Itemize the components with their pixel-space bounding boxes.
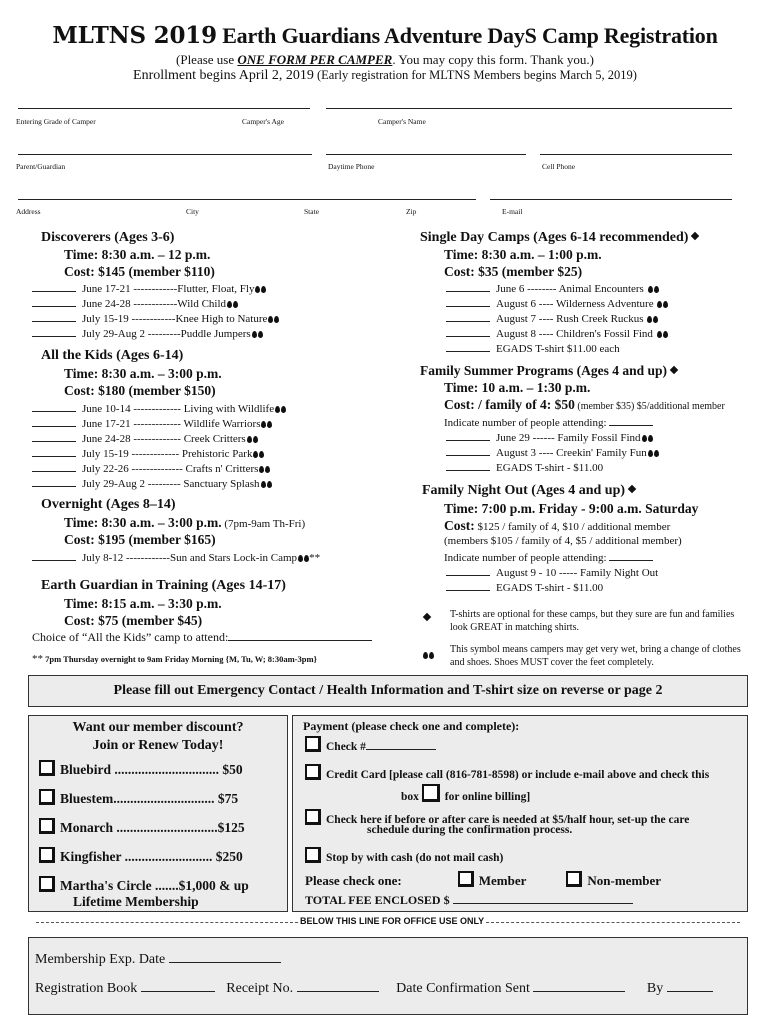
wet-icon [260,478,272,490]
signup-blank[interactable] [446,281,490,292]
signup-blank[interactable] [32,461,76,472]
by-label: By [646,981,664,996]
confirm-field[interactable] [533,979,625,992]
footnote-mark: ** [32,653,43,665]
membership-levels [39,760,249,910]
wet-note: This symbol means campers may get very wet, bring a change of clothes and shoes. Shoes MUST cover the feet completely. [450,644,741,668]
egit-title: Earth Guardian in Training (Ages 14-17) [41,578,286,593]
allkids-time: Time: 8:30 a.m. – 3:00 p.m. [64,366,222,381]
membership-level-label: Bluebird ............................... $50 [60,762,243,777]
session-date: June 24-28 [82,298,131,310]
list-item [32,401,286,416]
exp-field[interactable] [169,950,281,963]
checkbox[interactable] [305,809,321,825]
family-summer-title [420,363,677,379]
membership-title-1: Want our member discount? [72,720,244,735]
wet-icon [226,298,238,310]
membership-level-label: Bluestem.............................. $75 [60,791,239,806]
parent-line[interactable] [18,154,312,155]
day-phone-label: Daytime Phone [328,162,375,171]
list-item [446,341,668,356]
payment-cash [305,847,503,864]
page-title [0,22,770,49]
book-field[interactable] [141,979,215,992]
credit-label: Credit Card [please call (816-781-8598) or include e-mail above and check this [326,769,710,781]
session-date: July 15-19 [82,313,129,325]
enrollment-note [0,68,770,84]
wet-icon [251,328,263,340]
single-title [420,230,698,246]
wet-icon [246,433,258,445]
session-text: August 9 - 10 ----- Family Night Out [496,567,659,579]
session-name: ------------Knee High to Nature [131,313,268,325]
session-date: July 29-Aug 2 [82,478,145,490]
family-night-cost-note: $125 / family of 4, $10 / additional member [474,521,671,533]
egit-choice-field[interactable] [228,630,372,641]
wet-icon [260,418,272,430]
list-item [32,461,286,476]
single-title-text: Single Day Camps (Ages 6-14 recommended) [420,230,689,245]
diamond-icon [691,232,699,240]
nonmember-checkbox[interactable] [566,871,582,887]
list-item [446,326,668,341]
address-line[interactable] [18,199,476,200]
single-time: Time: 8:30 a.m. – 1:00 p.m. [444,247,602,262]
signup-blank[interactable] [32,550,76,561]
session-name: ------------- Wildlife Warriors [133,418,261,430]
overnight-time-main: Time: 8:30 a.m. – 3:00 p.m. [64,515,222,530]
zip-label: Zip [406,207,417,216]
wet-icon [656,298,668,310]
checkbox[interactable] [39,760,55,776]
checkbox[interactable] [39,876,55,892]
care-label-2: schedule during the confirmation process. [367,824,573,836]
name-label: Camper's Name [378,117,426,126]
family-night-cost [444,518,670,534]
note-emphasis: ONE FORM PER CAMPER [237,52,393,67]
wet-icon [641,432,653,444]
title-rest: Earth Guardians Adventure DayS Camp Registration [216,23,718,48]
office-label: BELOW THIS LINE FOR OFFICE USE ONLY [300,916,485,926]
enrollment-main: Enrollment begins April 2, 2019 [133,68,314,83]
list-item [32,326,279,341]
wet-icon [647,283,659,295]
session-name: -------------- Crafts n' Critters [131,463,259,475]
list-item [32,431,286,446]
city-label: City [186,207,199,216]
wet-icon [267,313,279,325]
grade-label: Entering Grade of Camper [16,117,96,126]
signup-blank[interactable] [446,341,490,352]
list-item [32,476,286,491]
emergency-banner [28,675,748,707]
checkbox[interactable] [39,789,55,805]
session-text: August 6 ---- Wilderness Adventure [496,298,654,310]
session-name: ------------Sun and Stars Lock-in Camp [126,552,298,564]
session-name: --------- Sanctuary Splash [147,478,260,490]
egit-cost: Cost: $75 (member $45) [64,613,203,628]
office-dash-right [486,922,740,923]
signup-blank[interactable] [32,401,76,412]
lifetime-label: Lifetime Membership [73,894,199,909]
session-name: ------------- Prehistoric Park [131,448,253,460]
discoverers-list [32,281,279,341]
session-date: June 17-21 [82,283,131,295]
email-line[interactable] [490,199,732,200]
session-date: June 10-14 [82,403,131,415]
session-date: July 15-19 [82,448,129,460]
overnight-time [64,515,305,531]
overnight-time-note: (7pm-9am Th-Fri) [221,518,306,530]
signup-blank[interactable] [32,326,76,337]
payment-box [292,715,748,912]
signup-blank[interactable] [32,416,76,427]
single-cost: Cost: $35 (member $25) [444,264,583,279]
list-item [32,311,279,326]
membership-option[interactable] [39,876,249,894]
wet-icon [274,403,286,415]
day-phone-line[interactable] [326,154,526,155]
diamond-icon [670,366,678,374]
allkids-title: All the Kids (Ages 6-14) [41,348,184,363]
signup-blank[interactable] [446,445,490,456]
single-list [446,281,668,356]
list-item [446,296,668,311]
list-item [32,281,279,296]
list-item [446,445,659,460]
membership-title-2: Join or Renew Today! [92,738,224,753]
discoverers-title: Discoverers (Ages 3-6) [41,230,175,245]
signup-blank[interactable] [446,460,490,471]
grade-age-line[interactable] [18,108,310,109]
note-post: . You may copy this form. Thank you.) [392,52,594,67]
family-night-list [446,565,658,595]
discoverers-time: Time: 8:30 a.m. – 12 p.m. [64,247,211,262]
care-label: Check here if before or after care is needed at $5/half hour, set-up the care [326,814,690,826]
signup-blank[interactable] [32,446,76,457]
list-item [446,430,659,445]
membership-box [28,715,288,912]
copy-note [0,52,770,68]
family-night-members: (members $105 / family of 4, $5 / additional member) [444,535,682,547]
payment-online [401,784,530,803]
checkbox[interactable] [39,847,55,863]
overnight-cost: Cost: $195 (member $165) [64,532,216,547]
cell-line[interactable] [540,154,732,155]
session-text: June 6 -------- Animal Encounters [496,283,644,295]
family-summer-cost [444,397,725,413]
allkids-list [32,401,286,491]
signup-blank[interactable] [446,580,490,591]
signup-blank[interactable] [32,281,76,292]
wet-icon [258,463,270,475]
member-choice [305,871,661,889]
list-item [32,446,286,461]
tshirt-text: EGADS T-shirt - $11.00 [496,582,604,594]
signup-blank[interactable] [446,296,490,307]
signup-blank[interactable] [32,476,76,487]
attendance-field[interactable] [609,550,653,561]
family-night-indicate [444,550,653,564]
list-item [446,580,658,595]
wet-icon [646,313,658,325]
family-summer-indicate [444,415,653,429]
family-summer-list [446,430,659,475]
note-drops [422,645,434,663]
member-label: Member [478,873,527,888]
indicate-label: Indicate number of people attending: [444,417,607,429]
title-prefix: MLTNS 2019 [52,22,217,49]
family-night-title-text: Family Night Out (Ages 4 and up) [422,483,626,498]
attendance-field[interactable] [609,415,653,426]
confirm-label: Date Confirmation Sent [396,981,530,996]
email-label: E-mail [502,207,523,216]
list-item [32,416,286,431]
checkbox[interactable] [305,764,321,780]
nonmember-label: Non-member [587,873,662,888]
membership-option[interactable] [39,818,249,847]
family-summer-cost-note: (member $35) $5/additional member [574,401,725,412]
indicate-label: Indicate number of people attending: [444,552,607,564]
membership-level-label: Kingfisher .......................... $250 [60,849,243,864]
book-label: Registration Book [35,981,138,996]
payment-title: Payment (please check one and complete): [303,719,520,733]
footnote-mark: ** [309,552,321,564]
session-date: June 24-28 [82,433,131,445]
cell-label: Cell Phone [542,162,576,171]
checkbox[interactable] [305,736,321,752]
family-night-cost-main: Cost: [444,518,475,533]
office-dash-left [36,922,298,923]
session-date: July 8-12 [82,552,124,564]
membership-exp [35,950,281,968]
allkids-cost: Cost: $180 (member $150) [64,383,216,398]
note-pre: (Please use [176,52,238,67]
signup-blank[interactable] [446,326,490,337]
footnote [32,653,317,665]
membership-option[interactable] [39,760,249,789]
parent-label: Parent/Guardian [16,162,66,171]
wet-icon [297,552,309,564]
enrollment-early: (Early registration for MLTNS Members begins March 5, 2019) [313,68,637,82]
emergency-text: Please fill out Emergency Contact / Health Information and T-shirt size on reverse or page 2 [113,683,663,698]
signup-blank[interactable] [446,565,490,576]
payment-credit [305,764,709,781]
session-text: June 29 ------ Family Fossil Find [496,432,641,444]
receipt-field[interactable] [297,979,379,992]
office-row [35,979,741,997]
tshirt-note: T-shirts are optional for these camps, but they sure are fun and families look GREAT in matching shirts. [450,609,735,633]
checkbox[interactable] [305,847,321,863]
diamond-icon [423,613,431,621]
camper-name-line[interactable] [326,108,732,109]
wet-icon [254,283,266,295]
state-label: State [304,207,319,216]
wet-icon [656,328,668,340]
family-night-time: Time: 7:00 p.m. Friday - 9:00 a.m. Saturday [444,501,699,516]
by-field[interactable] [667,979,713,992]
session-name: ------------Wild Child [133,298,227,310]
session-name: ---------Puddle Jumpers [147,328,251,340]
session-date: July 22-26 [82,463,129,475]
wet-icon [422,645,434,663]
signup-blank[interactable] [32,296,76,307]
signup-blank[interactable] [32,431,76,442]
list-item [446,565,658,580]
membership-option[interactable] [39,847,249,876]
list-item [446,311,668,326]
footnote-text: 7pm Thursday overnight to 9am Friday Morning {M, Tu, W; 8:30am-3pm} [43,654,317,664]
please-check-label: Please check one: [305,873,402,888]
session-text: August 8 ---- Children's Fossil Find [496,328,653,340]
tshirt-text: EGADS T-shirt $11.00 each [496,343,620,355]
total-label: TOTAL FEE ENCLOSED $ [305,893,450,907]
payment-check [305,736,436,753]
session-name: ------------Flutter, Float, Fly [133,283,255,295]
cash-label: Stop by with cash (do not mail cash) [326,852,504,864]
office-box [28,937,748,1015]
check-number-field[interactable] [366,739,436,750]
check-label: Check # [326,741,366,753]
diamond-icon [628,485,636,493]
session-text: August 3 ---- Creekin' Family Fun [496,447,647,459]
overnight-title: Overnight (Ages 8–14) [41,497,176,512]
member-checkbox[interactable] [458,871,474,887]
session-name: ------------- Creek Critters [133,433,246,445]
egit-choice [32,630,372,645]
session-date: July 29-Aug 2 [82,328,145,340]
age-label: Camper's Age [242,117,284,126]
family-night-title [422,483,635,499]
online-label: for online billing] [444,791,531,803]
membership-level-label: Martha's Circle .......$1,000 & up [60,878,249,893]
family-summer-time: Time: 10 a.m. – 1:30 p.m. [444,380,591,395]
overnight-row [32,550,320,564]
receipt-label: Receipt No. [226,981,294,996]
wet-icon [647,447,659,459]
checkbox[interactable] [422,784,440,802]
membership-level-label: Monarch ..............................$125 [60,820,245,835]
signup-blank[interactable] [446,311,490,322]
checkbox[interactable] [39,818,55,834]
list-item [446,460,659,475]
family-summer-title-text: Family Summer Programs (Ages 4 and up) [420,363,667,378]
session-date: June 17-21 [82,418,131,430]
membership-option[interactable] [39,789,249,818]
list-item [32,296,279,311]
address-label: Address [16,207,41,216]
signup-blank[interactable] [446,430,490,441]
note-diamond [424,609,434,627]
tshirt-text: EGADS T-shirt - $11.00 [496,462,604,474]
total-field[interactable] [453,894,633,904]
list-item [446,281,668,296]
family-summer-cost-main: Cost: / family of 4: $50 [444,397,575,412]
exp-label: Membership Exp. Date [35,952,166,967]
egit-choice-label: Choice of “All the Kids” camp to attend: [32,630,229,644]
discoverers-cost: Cost: $145 (member $110) [64,264,215,279]
egit-time: Time: 8:15 a.m. – 3:30 p.m. [64,596,222,611]
wet-icon [252,448,264,460]
box-label: box [401,791,419,803]
session-name: ------------- Living with Wildlife [133,403,275,415]
signup-blank[interactable] [32,311,76,322]
session-text: August 7 ---- Rush Creek Ruckus [496,313,644,325]
total-fee [305,893,633,908]
